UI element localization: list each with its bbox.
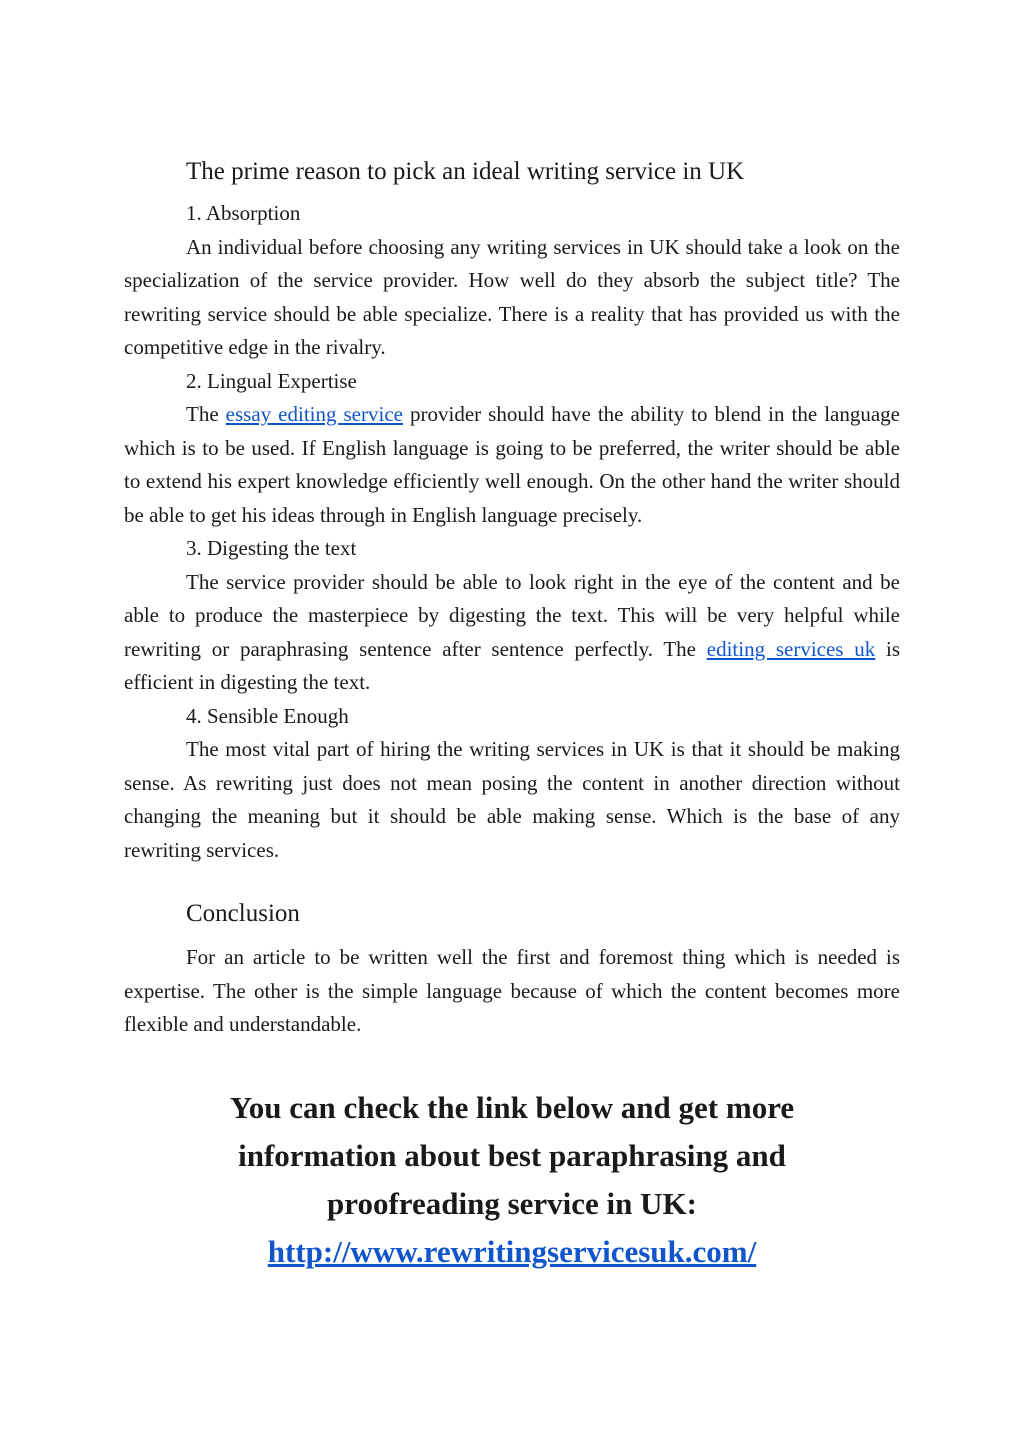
website-link[interactable]: http://www.rewritingservicesuk.com/	[267, 1233, 757, 1269]
section-heading-digesting-text: 3. Digesting the text	[186, 536, 357, 560]
section-heading-absorption: 1. Absorption	[186, 201, 301, 225]
conclusion-text: For an article to be written well the first and foremost thing which is needed is expertise. The other is the simple language because of which the content becomes more flexible and understandable.	[124, 945, 900, 1036]
text-segment: provider should have the ability to blend in the language which is to be used. If English language is going to be preferred, the writer should be able to extend his expert knowledge efficiently well enough. On the other hand the writer should be able to get his ideas through in English language precisely.	[124, 402, 900, 527]
section-text-absorption: An individual before choosing any writing services in UK should take a look on the specialization of the service provider. How well do they absorb the subject title? The rewriting service should be able specialize. There is a reality that has provided us with the competitive edge in the rivalry.	[124, 234, 900, 359]
section-text-digesting-text	[124, 566, 900, 700]
section-text-lingual-expertise	[124, 398, 900, 532]
section-heading-lingual-expertise: 2. Lingual Expertise	[186, 368, 357, 393]
conclusion-heading: Conclusion	[186, 900, 300, 927]
text-segment: is efficient in digesting the text.	[124, 636, 900, 694]
call-to-action	[124, 1084, 900, 1276]
cta-text: You can check the link below and get more information about best paraphrasing and proofreading service in UK:	[229, 1089, 795, 1221]
document-page	[124, 155, 900, 1276]
essay-editing-service-link[interactable]: essay editing service	[225, 402, 403, 426]
section-text-sensible-enough: The most vital part of hiring the writing services in UK is that it should be making sense. As rewriting just does not mean posing the content in another direction without changing the meaning but it should be able making sense. Which is the base of any rewriting services.	[124, 737, 900, 862]
document-title: The prime reason to pick an ideal writing service in UK	[186, 158, 745, 185]
section-heading-sensible-enough: 4. Sensible Enough	[186, 703, 349, 728]
editing-services-uk-link[interactable]: editing services uk	[706, 636, 876, 661]
text-segment: The	[186, 402, 226, 426]
text-segment: The service provider should be able to look right in the eye of the content and be able to produce the masterpiece by digesting the text. This will be very helpful while rewriting or paraphrasing sentence after sentence perfectly. The	[124, 569, 900, 661]
